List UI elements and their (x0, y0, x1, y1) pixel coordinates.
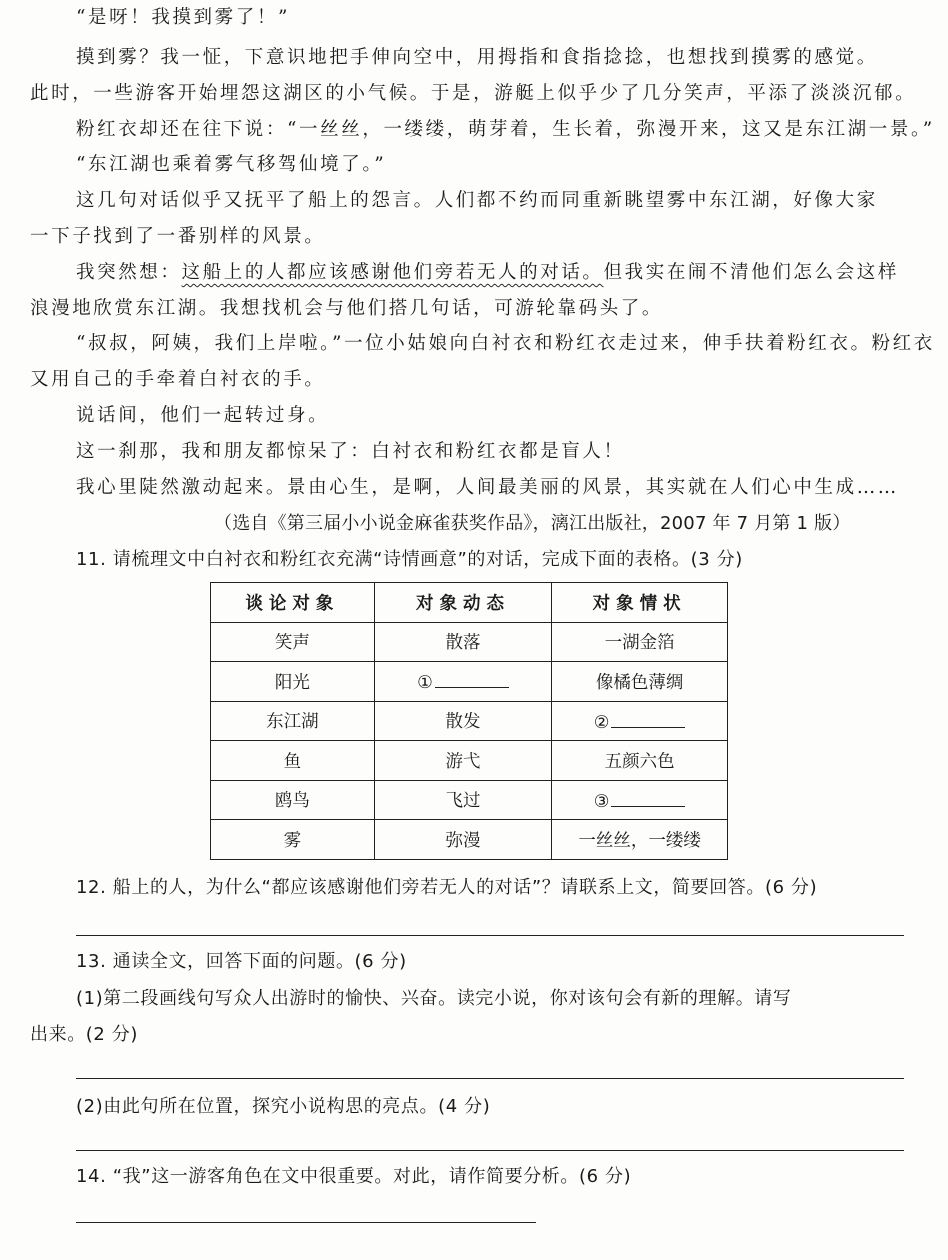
wavy-underlined-sentence: 这船上的人都应该感谢他们旁若无人的对话。 (181, 262, 604, 283)
question-13-1: (1)第二段画线句写众人出游时的愉快、兴奋。读完小说，你对该句会有新的理解。请写 (76, 988, 792, 1009)
fill-in-blank[interactable] (611, 788, 685, 807)
table-row (211, 741, 728, 781)
table-cell: 笑声 (211, 622, 375, 662)
table-cell-blank-2[interactable] (552, 701, 728, 741)
paragraph-suffix: 但我实在闹不清他们怎么会这样 (603, 262, 899, 283)
story-line: 此时，一些游客开始埋怨这湖区的小气候。于是，游艇上似乎少了几分笑声，平添了淡淡沉郁。 (30, 83, 917, 104)
table-cell: 飞过 (374, 780, 552, 820)
table-header-row (211, 583, 728, 623)
blank-number: ① (417, 673, 433, 694)
answer-line-q13-2[interactable] (76, 1150, 904, 1151)
question-12: 12. 船上的人，为什么“都应该感谢他们旁若无人的对话”？请联系上文，简要回答。(6 分) (76, 877, 818, 898)
table-row (211, 820, 728, 860)
table-cell: 一湖金箔 (552, 622, 728, 662)
source-citation: （选自《第三届小小说金麻雀获奖作品》，漓江出版社，2007 年 7 月第 1 版） (214, 513, 851, 534)
table-cell: 鸥鸟 (211, 780, 375, 820)
paragraph-prefix: 我突然想： (76, 262, 182, 283)
blank-number: ② (593, 712, 610, 733)
story-line: 一下子找到了一番别样的风景。 (30, 226, 326, 247)
story-line: 说话间，他们一起转过身。 (76, 405, 330, 426)
table-cell-blank-1[interactable] (374, 662, 552, 702)
blank-number: ③ (593, 791, 610, 812)
header-state: 对象情状 (552, 583, 728, 623)
story-line: 浪漫地欣赏东江湖。我想找机会与他们搭几句话，可游轮靠码头了。 (30, 298, 664, 319)
story-line: 我心里陡然激动起来。景由心生，是啊，人间最美丽的风景，其实就在人们心中生成…… (76, 477, 899, 498)
table-cell: 一丝丝，一缕缕 (552, 820, 728, 860)
story-line: 摸到雾？我一怔，下意识地把手伸向空中，用拇指和食指捻捻，也想找到摸雾的感觉。 (76, 47, 878, 68)
answer-line-q13-1[interactable] (76, 1078, 904, 1079)
table-cell: 散发 (374, 701, 552, 741)
table-cell: 五颜六色 (552, 741, 728, 781)
story-line: “是呀！我摸到雾了！” (76, 7, 291, 28)
table-cell-blank-3[interactable] (552, 780, 728, 820)
table-row (211, 622, 728, 662)
story-line: “东江湖也乘着雾气移驾仙境了。” (76, 154, 387, 175)
story-line: 这几句对话似乎又抚平了船上的怨言。人们都不约而同重新眺望雾中东江湖，好像大家 (76, 190, 878, 211)
table-cell: 散落 (374, 622, 552, 662)
header-action: 对象动态 (374, 583, 552, 623)
answer-line-q14[interactable] (76, 1222, 536, 1223)
table-cell: 阳光 (211, 662, 375, 702)
table-cell: 东江湖 (211, 701, 375, 741)
table-cell: 雾 (211, 820, 375, 860)
question-13-1-cont: 出来。(2 分) (30, 1024, 139, 1045)
table-cell: 游弋 (374, 741, 552, 781)
answer-line-q12[interactable] (76, 935, 904, 936)
header-topic: 谈论对象 (211, 583, 375, 623)
question-13-2: (2)由此句所在位置，探究小说构思的亮点。(4 分) (76, 1096, 491, 1117)
table-cell: 弥漫 (374, 820, 552, 860)
question-11: 11. 请梳理文中白衬衣和粉红衣充满“诗情画意”的对话，完成下面的表格。(3 分) (76, 549, 743, 570)
table-row (211, 662, 728, 702)
answer-table (210, 582, 728, 860)
underlined-paragraph (76, 259, 899, 287)
table-row (211, 701, 728, 741)
question-13: 13. 通读全文，回答下面的问题。(6 分) (76, 951, 407, 972)
fill-in-blank[interactable] (611, 709, 685, 728)
story-line: 这一刹那，我和朋友都惊呆了：白衬衣和粉红衣都是盲人！ (76, 441, 625, 462)
story-line: “叔叔，阿姨，我们上岸啦。”一位小姑娘向白衬衣和粉红衣走过来，伸手扶着粉红衣。粉红衣 (76, 333, 935, 354)
story-line: 粉红衣却还在往下说：“一丝丝，一缕缕，萌芽着，生长着，弥漫开来，这又是东江湖一景。” (76, 119, 935, 140)
table-row (211, 780, 728, 820)
question-14: 14. “我”这一游客角色在文中很重要。对此，请作简要分析。(6 分) (76, 1166, 632, 1187)
story-line: 又用自己的手牵着白衬衣的手。 (30, 369, 326, 390)
fill-in-blank[interactable] (435, 669, 509, 688)
table-cell: 鱼 (211, 741, 375, 781)
table-cell: 像橘色薄绸 (552, 662, 728, 702)
